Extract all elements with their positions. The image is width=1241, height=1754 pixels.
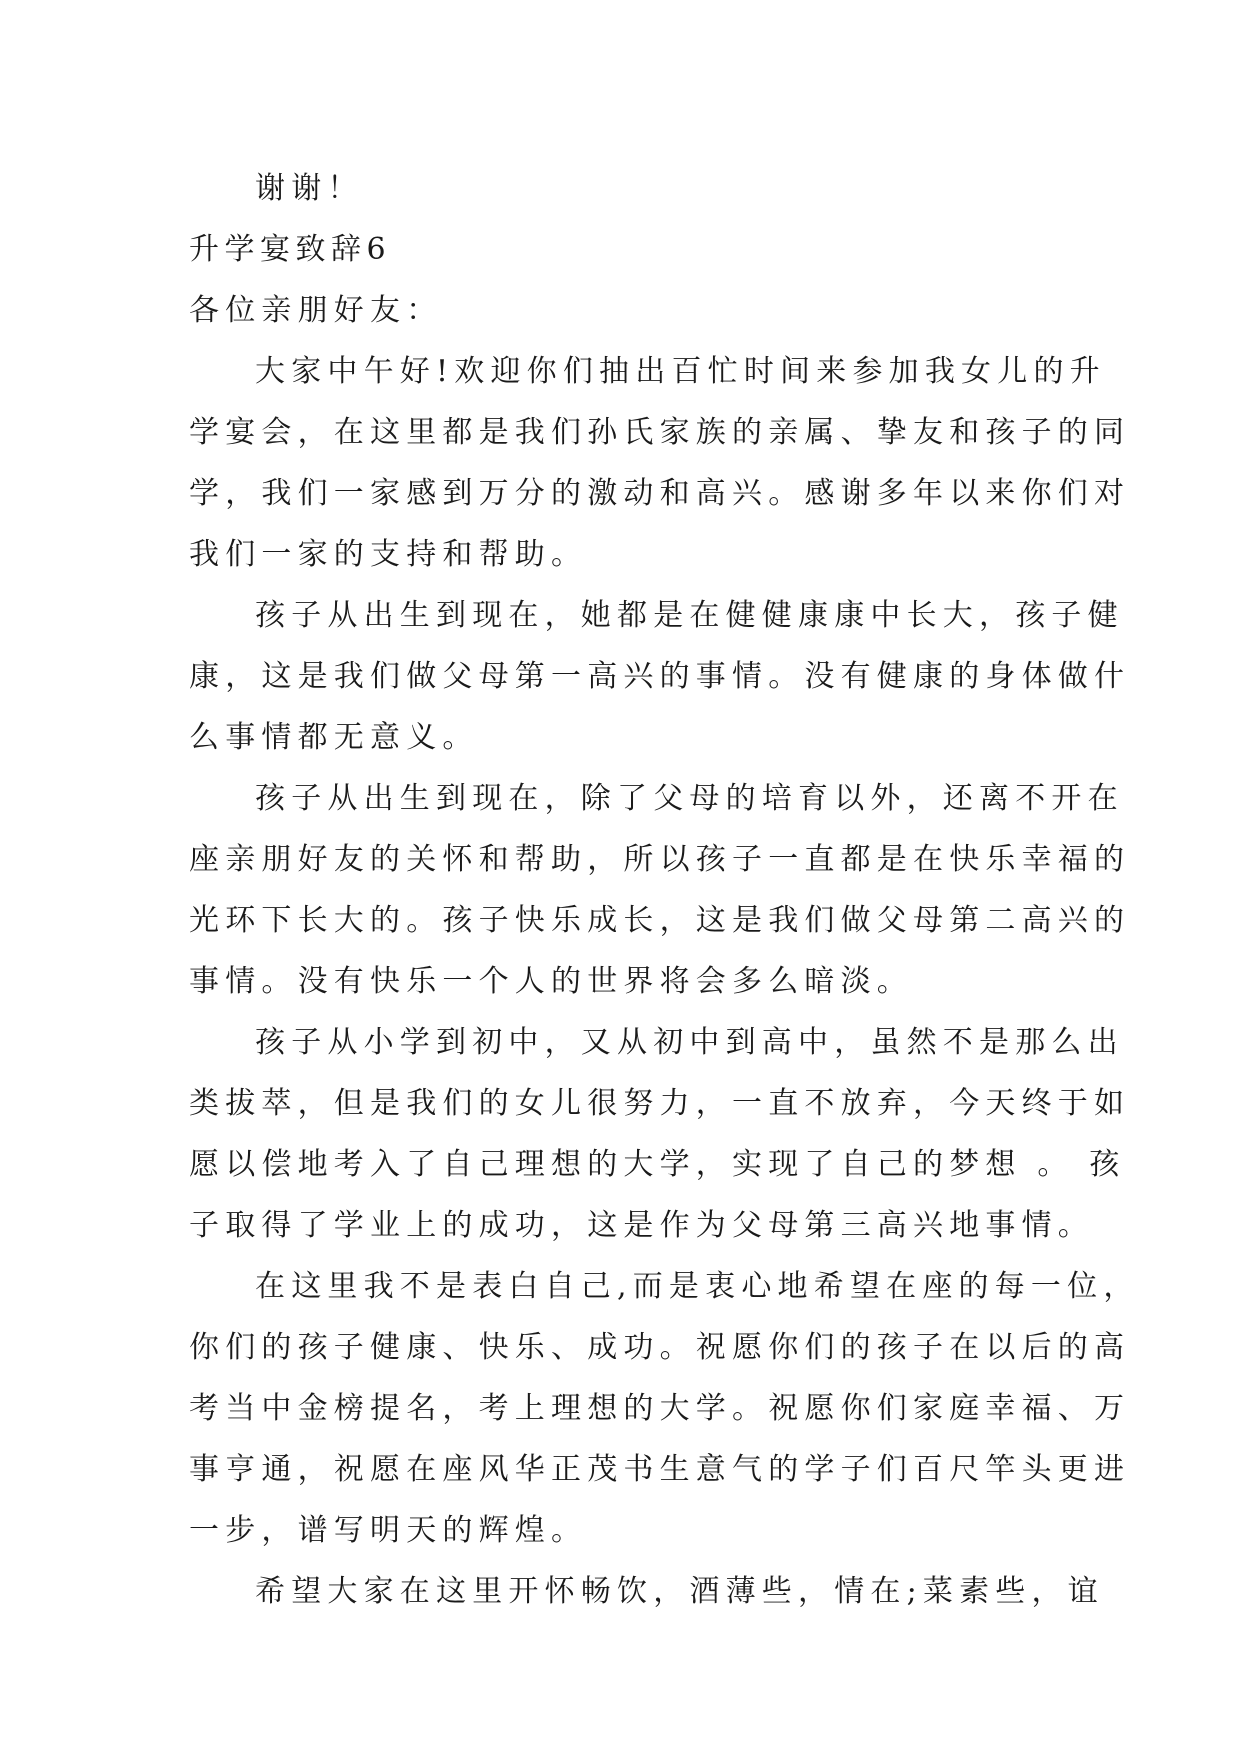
paragraph-line: 康，这是我们做父母第一高兴的事情。没有健康的身体做什 (189, 659, 1131, 694)
paragraph-line: 事情。没有快乐一个人的世界将会多么暗淡。 (189, 964, 913, 999)
paragraph-line: 在这里我不是表白自己,而是衷心地希望在座的每一位， (255, 1269, 1140, 1304)
paragraph-line: 大家中午好!欢迎你们抽出百忙时间来参加我女儿的升 (255, 354, 1106, 389)
paragraph-line: 子取得了学业上的成功，这是作为父母第三高兴地事情。 (189, 1208, 1094, 1243)
paragraph-line: 么事情都无意义。 (189, 720, 479, 755)
salutation: 各位亲朋好友： (189, 293, 443, 328)
closing-thanks: 谢谢！ (255, 171, 364, 206)
paragraph-line: 孩子从出生到现在，除了父母的培育以外，还离不开在 (255, 781, 1124, 816)
paragraph-line: 你们的孩子健康、快乐、成功。祝愿你们的孩子在以后的高 (189, 1330, 1131, 1365)
section-title: 升学宴致辞6 (189, 232, 392, 267)
paragraph-line: 孩子从小学到初中，又从初中到高中，虽然不是那么出 (255, 1025, 1124, 1060)
paragraph-line: 座亲朋好友的关怀和帮助，所以孩子一直都是在快乐幸福的 (189, 842, 1131, 877)
paragraph-line: 孩子从出生到现在，她都是在健健康康中长大，孩子健 (255, 598, 1124, 633)
document-body (189, 158, 1140, 1622)
paragraph-line: 类拔萃，但是我们的女儿很努力，一直不放弃，今天终于如 (189, 1086, 1131, 1121)
paragraph-line: 希望大家在这里开怀畅饮，酒薄些，情在;菜素些，谊 (255, 1574, 1104, 1609)
paragraph-line: 学宴会，在这里都是我们孙氏家族的亲属、挚友和孩子的同 (189, 415, 1131, 450)
paragraph-line: 光环下长大的。孩子快乐成长，这是我们做父母第二高兴的 (189, 903, 1131, 938)
paragraph-line: 愿以偿地考入了自己理想的大学，实现了自己的梦想 。 孩 (189, 1147, 1126, 1182)
paragraph-line: 学，我们一家感到万分的激动和高兴。感谢多年以来你们对 (189, 476, 1131, 511)
paragraph-line: 一步，谱写明天的辉煌。 (189, 1513, 588, 1548)
paragraph-line: 考当中金榜提名，考上理想的大学。祝愿你们家庭幸福、万 (189, 1391, 1131, 1426)
paragraph-line: 事亨通，祝愿在座风华正茂书生意气的学子们百尺竿头更进 (189, 1452, 1131, 1487)
paragraph-line: 我们一家的支持和帮助。 (189, 537, 588, 572)
